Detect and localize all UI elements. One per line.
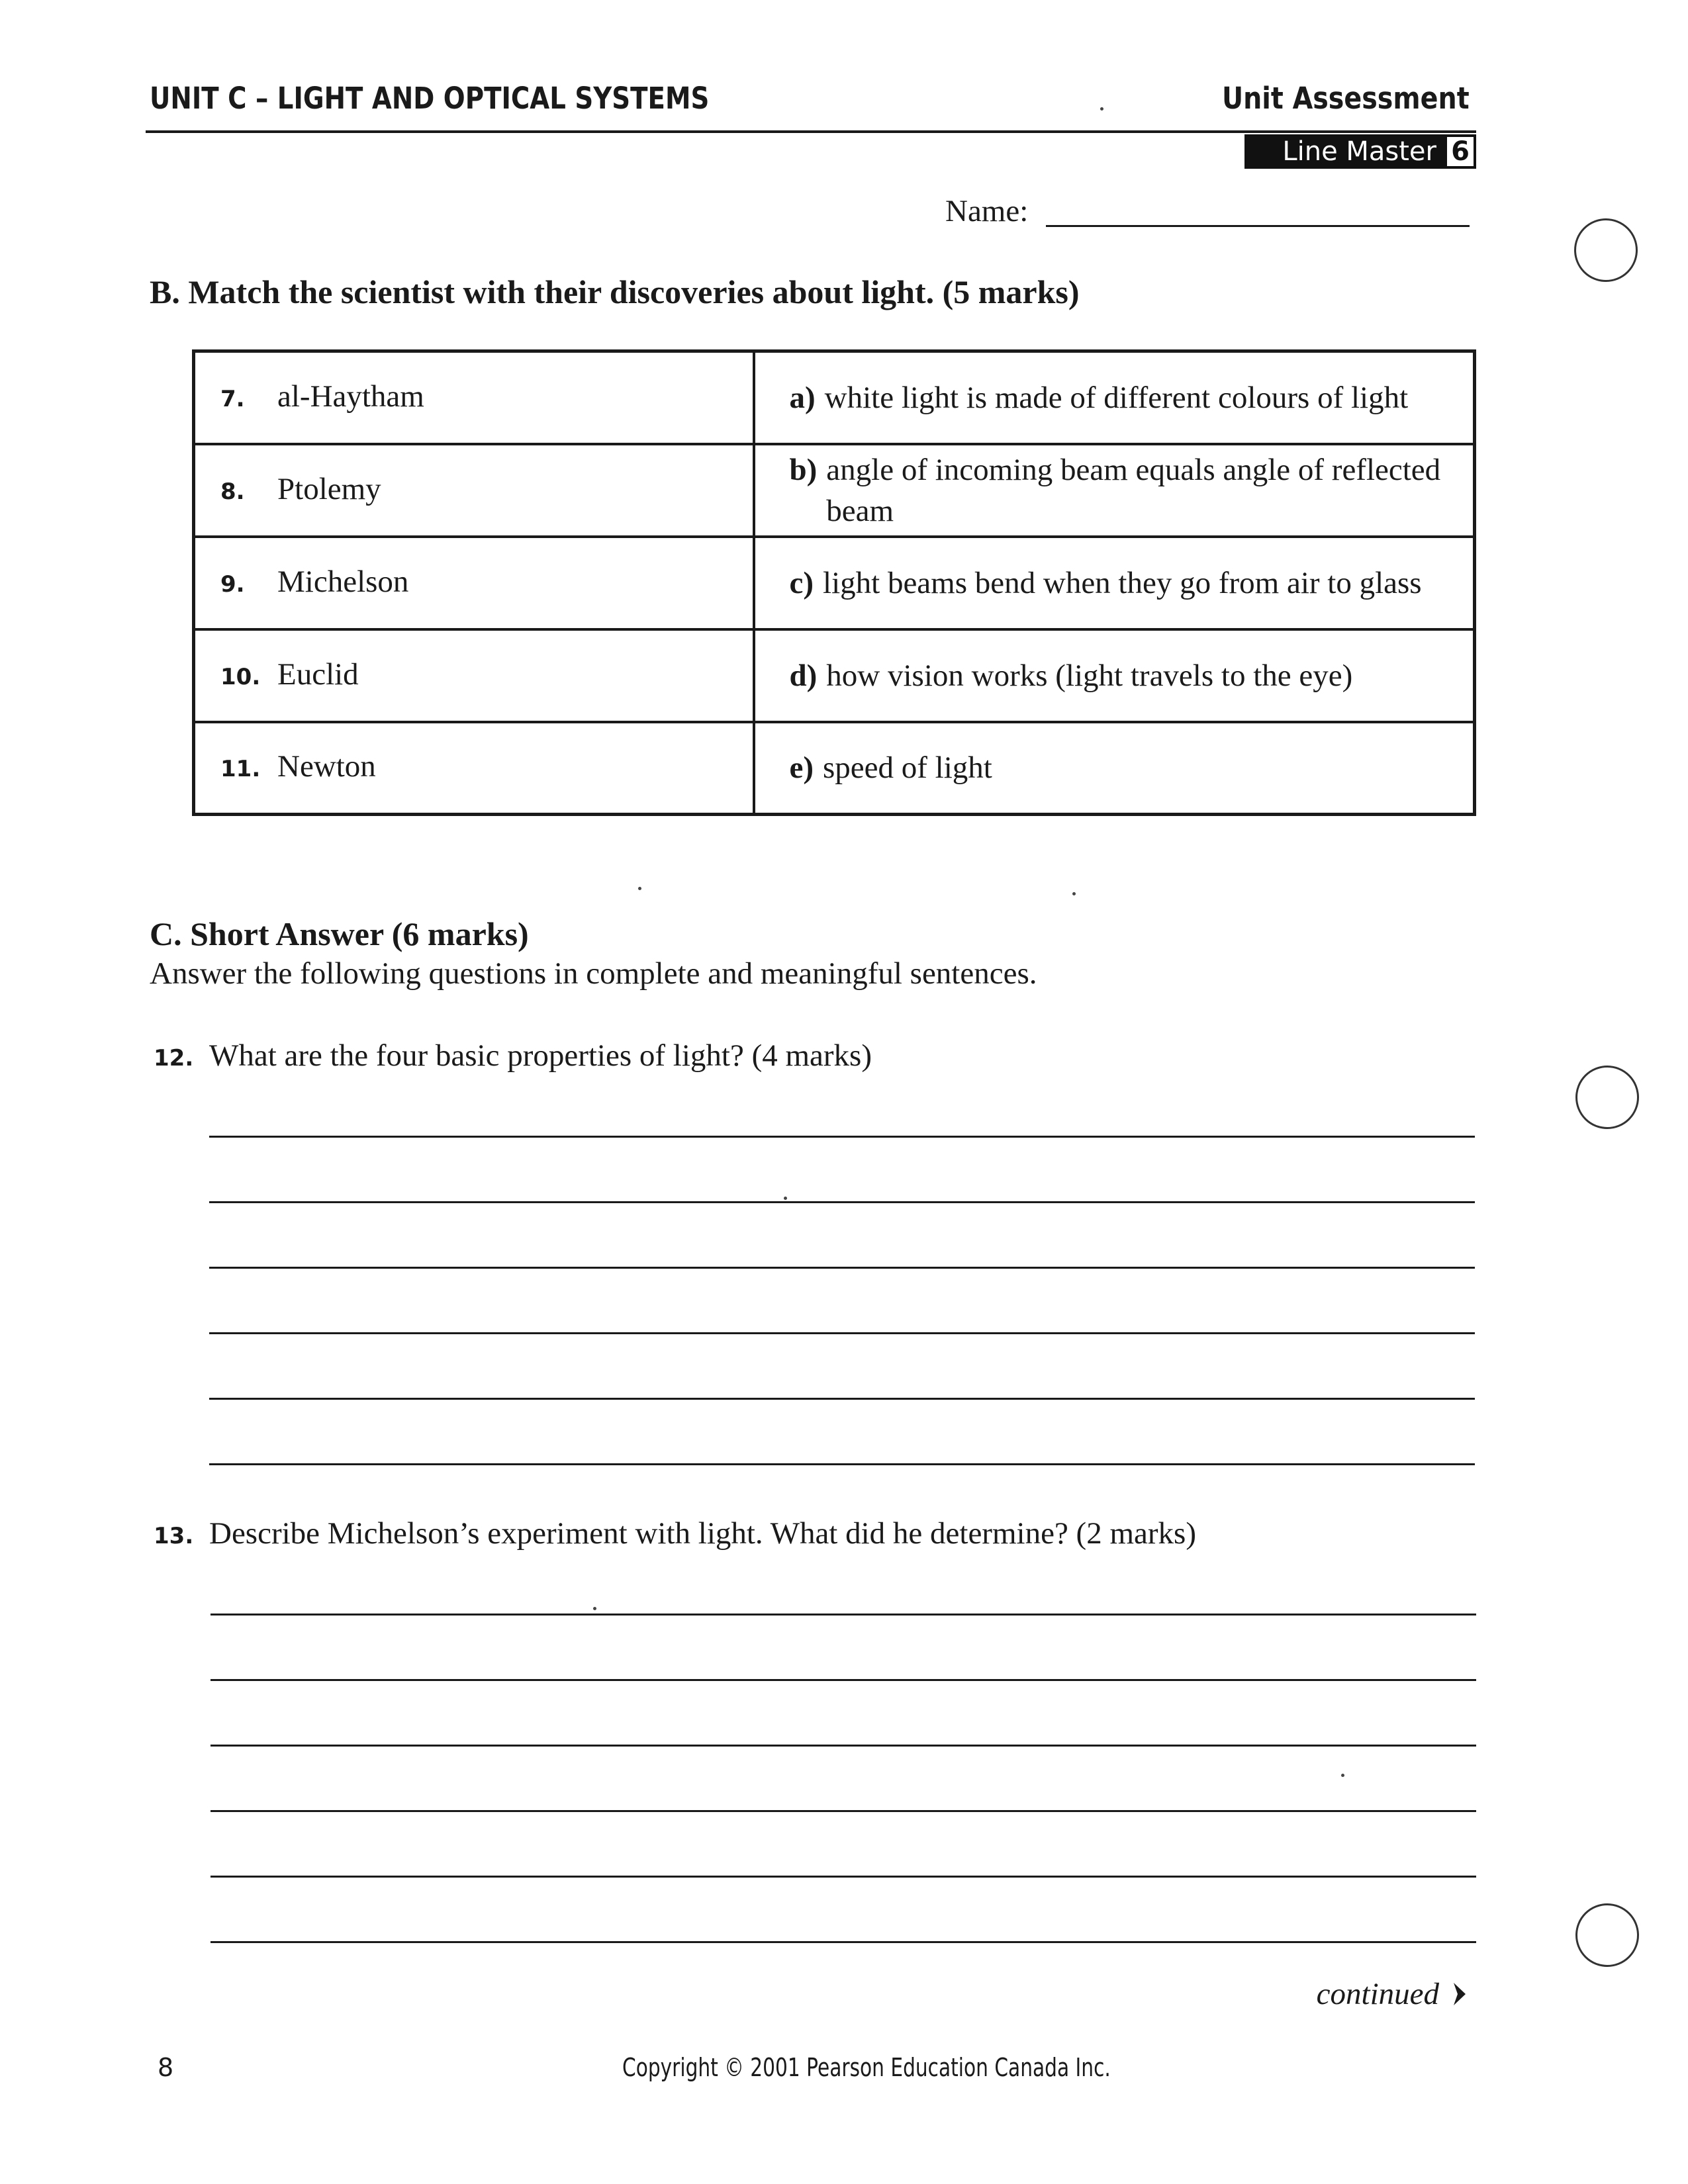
page-number: 8 — [158, 2053, 174, 2082]
scientist-cell[interactable] — [194, 629, 754, 722]
option-letter: a) — [789, 380, 816, 415]
scan-speck — [784, 1197, 787, 1200]
section-c-instructions: Answer the following questions in complete and meaningful sentences. — [150, 956, 1037, 991]
table-row — [194, 444, 1475, 537]
scan-speck — [1072, 892, 1076, 895]
answer-line[interactable] — [211, 1679, 1476, 1681]
discovery-cell — [754, 629, 1475, 722]
item-number: 9. — [220, 570, 245, 598]
table-row — [194, 629, 1475, 722]
question-number: 12. — [154, 1045, 194, 1071]
item-number: 10. — [220, 663, 261, 690]
section-c-title: C. Short Answer (6 marks) — [150, 915, 529, 952]
question-text: Describe Michelson’s experiment with light. What did he determine? (2 marks) — [209, 1516, 1196, 1551]
line-master-number: 6 — [1447, 137, 1474, 166]
answer-line[interactable] — [209, 1201, 1475, 1203]
line-master-label: Line Master — [1282, 136, 1436, 167]
option-letter: e) — [789, 751, 814, 786]
line-master-badge — [1244, 134, 1476, 169]
discovery-text: light beams bend when they go from air to glass — [823, 565, 1422, 600]
scientist-cell[interactable] — [194, 537, 754, 629]
discovery-cell — [754, 537, 1475, 629]
answer-line[interactable] — [211, 1941, 1476, 1943]
question-number: 13. — [154, 1523, 194, 1549]
answer-line[interactable] — [209, 1332, 1475, 1334]
matching-table — [192, 349, 1476, 816]
scientist-name: Ptolemy — [277, 471, 381, 506]
assessment-label: Unit Assessment — [1222, 81, 1470, 116]
scientist-cell[interactable] — [194, 722, 754, 815]
arrow-right-icon — [1451, 1981, 1468, 2007]
item-number: 8. — [220, 478, 245, 505]
answer-line[interactable] — [209, 1267, 1475, 1269]
discovery-text: white light is made of different colours of light — [824, 380, 1409, 415]
item-number: 7. — [220, 385, 245, 412]
scan-speck — [1100, 107, 1103, 111]
question-text: What are the four basic properties of light? (4 marks) — [209, 1038, 872, 1073]
continued-indicator — [1317, 1976, 1468, 2012]
discovery-text: angle of incoming beam equals angle of reflected beam — [826, 452, 1441, 528]
binder-hole — [1574, 218, 1638, 282]
option-letter: c) — [789, 565, 814, 600]
binder-hole — [1575, 1066, 1639, 1129]
name-field[interactable] — [1046, 225, 1470, 227]
answer-line[interactable] — [211, 1614, 1476, 1615]
scientist-cell[interactable] — [194, 351, 754, 444]
scientist-name: Newton — [277, 749, 376, 784]
discovery-text: how vision works (light travels to the eye) — [826, 658, 1353, 693]
discovery-cell — [754, 722, 1475, 815]
answer-line[interactable] — [209, 1398, 1475, 1400]
answer-line[interactable] — [209, 1136, 1475, 1138]
question-12 — [154, 1038, 872, 1073]
discovery-cell — [754, 444, 1475, 537]
table-row — [194, 722, 1475, 815]
unit-title: UNIT C – LIGHT AND OPTICAL SYSTEMS — [150, 81, 710, 116]
option-letter: d) — [789, 658, 818, 693]
answer-line[interactable] — [209, 1463, 1475, 1465]
continued-label: continued — [1316, 1977, 1439, 2011]
item-number: 11. — [220, 756, 261, 783]
answer-line[interactable] — [211, 1810, 1476, 1812]
question-13 — [154, 1516, 1196, 1551]
scan-speck — [638, 887, 641, 890]
section-b-title: B. Match the scientist with their discoveries about light. (5 marks) — [150, 273, 1080, 310]
answer-line[interactable] — [211, 1745, 1476, 1747]
table-row — [194, 537, 1475, 629]
discovery-text: speed of light — [823, 751, 992, 786]
option-letter: b) — [789, 452, 818, 487]
copyright-notice: Copyright © 2001 Pearson Education Canada Inc. — [622, 2053, 1111, 2082]
scientist-name: Michelson — [277, 564, 409, 599]
answer-line[interactable] — [211, 1876, 1476, 1878]
scientist-name: al-Haytham — [277, 379, 424, 414]
header-rule — [146, 130, 1476, 133]
scan-speck — [1341, 1774, 1344, 1777]
discovery-cell — [754, 351, 1475, 444]
scientist-cell[interactable] — [194, 444, 754, 537]
scientist-name: Euclid — [277, 657, 359, 692]
name-label: Name: — [945, 194, 1029, 228]
table-row — [194, 351, 1475, 444]
scan-speck — [593, 1607, 596, 1610]
binder-hole — [1575, 1903, 1639, 1967]
